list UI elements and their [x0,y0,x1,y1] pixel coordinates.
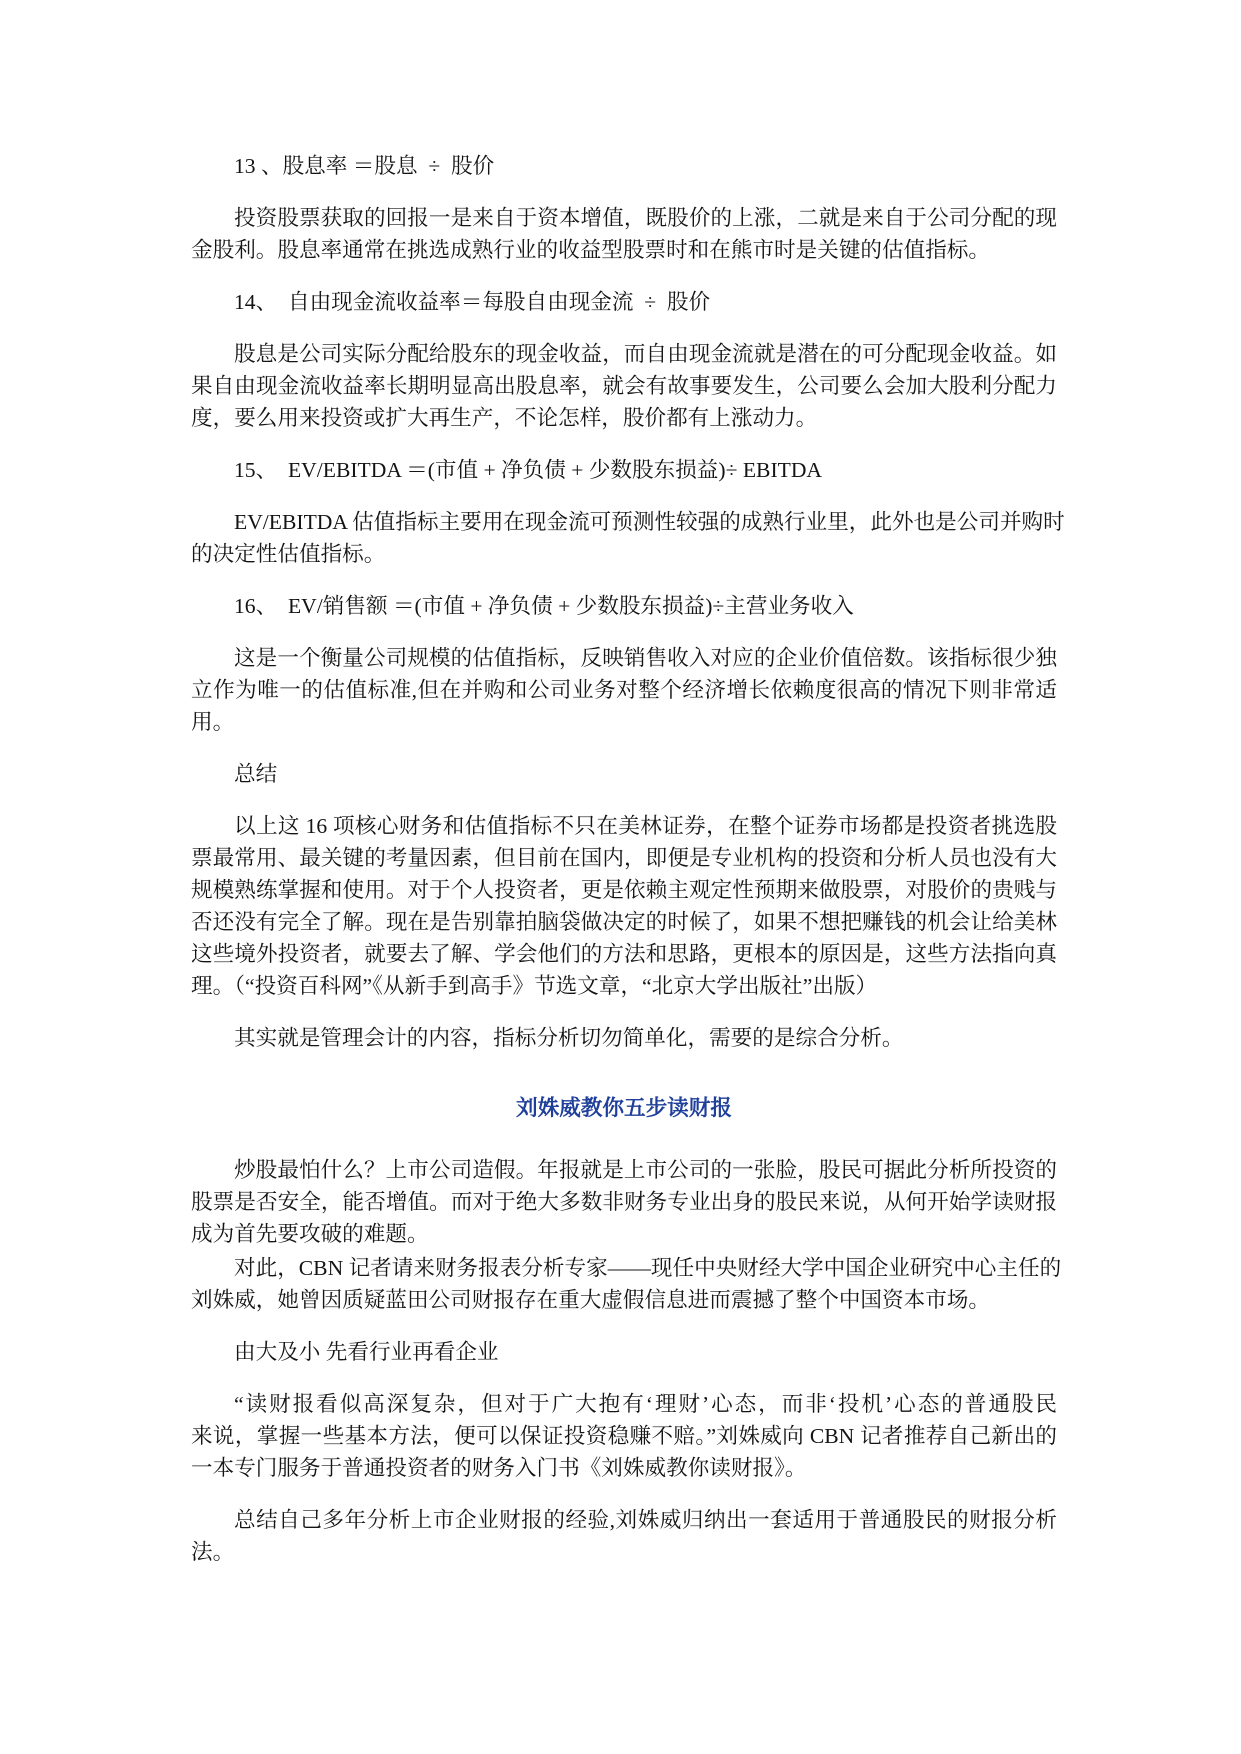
formula-heading: 14、 自由现金流收益率＝每股自由现金流 ÷ 股价 [234,290,711,314]
text-line: “读财报看似高深复杂，但对于广大抱有‘理财’心态，而非‘投机’心态的普通股民 [234,1392,1057,1416]
text-line: EV/EBITDA 估值指标主要用在现金流可预测性较强的成熟行业里，此外也是公司并购时 [234,510,1065,534]
text-line: 以上这 16 项核心财务和估值指标不只在美林证券，在整个证券市场都是投资者挑选股 [234,814,1057,838]
text-line: 来说，掌握一些基本方法，便可以保证投资稳赚不赔。”刘姝威向 CBN 记者推荐自己新出的 [191,1424,1057,1448]
text-line: 对此，CBN 记者请来财务报表分析专家——现任中央财经大学中国企业研究中心主任的 [234,1256,1062,1280]
text-line: 度，要么用来投资或扩大再生产，不论怎样，股价都有上涨动力。 [191,406,818,430]
text-line: 用。 [191,710,235,734]
text-line: 其实就是管理会计的内容，指标分析切勿简单化，需要的是综合分析。 [234,1026,904,1050]
indicator-14-heading [191,286,1057,318]
article-title: 刘姝威教你五步读财报 [516,1096,732,1120]
text-line: 成为首先要攻破的难题。 [191,1222,429,1246]
text-line: 炒股最怕什么？上市公司造假。年报就是上市公司的一张脸，股民可据此分析所投资的 [234,1158,1057,1182]
summary-heading [191,758,1057,790]
indicator-14-description [191,338,1057,434]
indicator-15-description [191,506,1065,570]
text-line: 法。 [191,1540,235,1564]
formula-heading: 16、 EV/销售额 ＝(市值 + 净负债 + 少数股东损益)÷主营业务收入 [234,594,854,618]
indicator-13-description [191,202,1057,266]
text-line: 一本专门服务于普通投资者的财务入门书《刘姝威教你读财报》。 [191,1456,807,1480]
indicator-13-heading [191,150,1057,182]
summary-remark [191,1022,1057,1054]
article-intro [191,1154,1057,1250]
article-section-heading [191,1336,1057,1368]
indicator-16-heading [191,590,1057,622]
text-line: 规模熟练掌握和使用。对于个人投资者，更是依赖主观定性预期来做股票，对股价的贵贱与 [191,878,1057,902]
article-background [191,1252,1062,1316]
indicator-16-description [191,642,1057,738]
text-line: 这些境外投资者，就要去了解、学会他们的方法和思路，更根本的原因是，这些方法指向真 [191,942,1057,966]
text-line: 票最常用、最关键的考量因素，但目前在国内，即便是专业机构的投资和分析人员也没有大 [191,846,1057,870]
article-method [191,1504,1057,1568]
text-line: 投资股票获取的回报一是来自于资本增值，既股价的上涨，二就是来自于公司分配的现 [234,206,1057,230]
text-line: 金股利。股息率通常在挑选成熟行业的收益型股票时和在熊市时是关键的估值指标。 [191,238,990,262]
formula-heading: 15、 EV/EBITDA ＝(市值 + 净负债 + 少数股东损益)÷ EBITDA [234,458,823,482]
text-line: 刘姝威，她曾因质疑蓝田公司财报存在重大虚假信息进而震撼了整个中国资本市场。 [191,1288,990,1312]
text-line: 这是一个衡量公司规模的估值指标，反映销售收入对应的企业价值倍数。该指标很少独 [234,646,1057,670]
text-line: 股票是否安全，能否增值。而对于绝大多数非财务专业出身的股民来说，从何开始学读财报 [191,1190,1057,1214]
text-line: 否还没有完全了解。现在是告别靠拍脑袋做决定的时候了，如果不想把赚钱的机会让给美林 [191,910,1057,934]
indicator-15-heading [191,454,1057,486]
section-heading: 总结 [234,762,278,786]
document-body [191,150,1065,1588]
summary-paragraph [191,810,1057,1002]
text-line: 立作为唯一的估值标准,但在并购和公司业务对整个经济增长依赖度很高的情况下则非常适 [191,678,1057,702]
section-heading: 由大及小 先看行业再看企业 [234,1340,499,1364]
text-line: 总结自己多年分析上市企业财报的经验,刘姝威归纳出一套适用于普通股民的财报分析 [234,1508,1057,1532]
article-quote [191,1388,1057,1484]
text-line: 股息是公司实际分配给股东的现金收益，而自由现金流就是潜在的可分配现金收益。如 [234,342,1057,366]
text-line: 理。（“投资百科网”《从新手到高手》节选文章，“北京大学出版社”出版） [191,974,878,998]
text-line: 的决定性估值指标。 [191,542,386,566]
formula-heading: 13 、股息率 ＝股息 ÷ 股价 [234,154,495,178]
text-line: 果自由现金流收益率长期明显高出股息率，就会有故事要发生，公司要么会加大股利分配力 [191,374,1057,398]
